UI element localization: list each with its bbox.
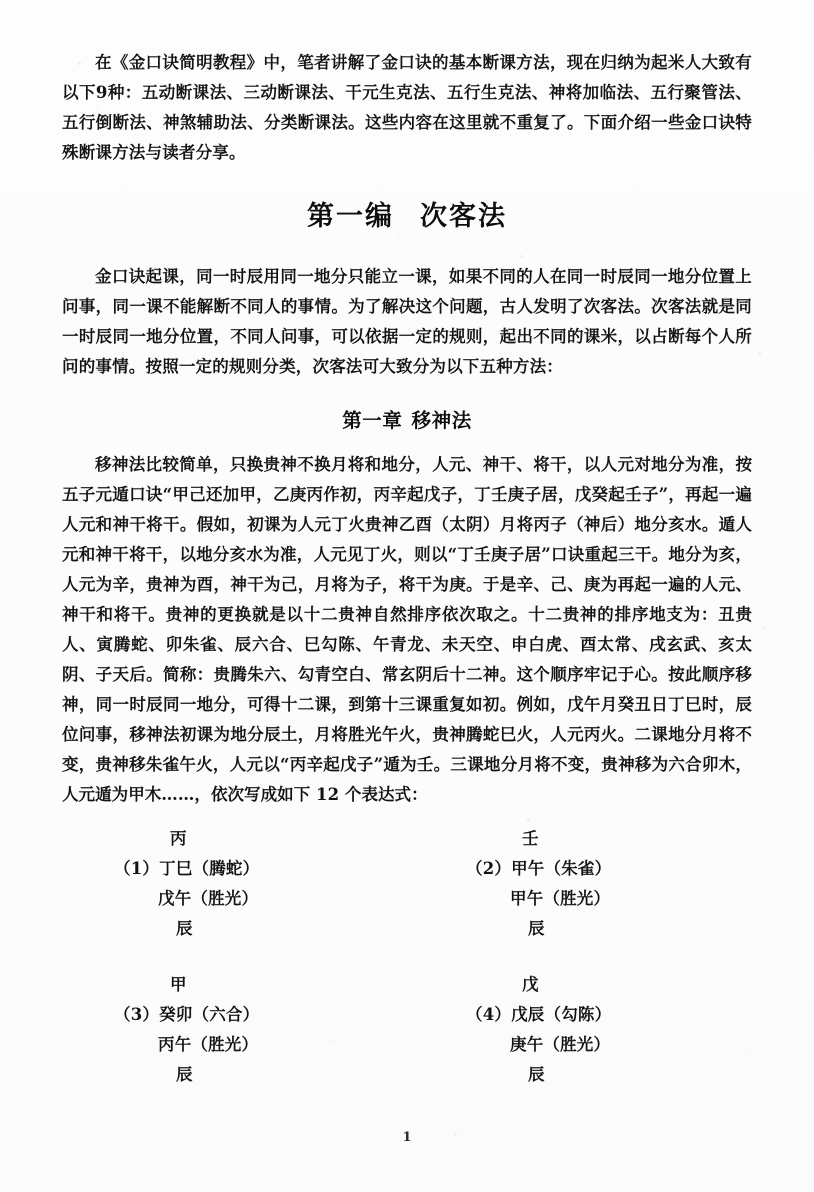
formula-bottom-branch: 辰 bbox=[176, 1065, 193, 1084]
formula-second-line: 甲午（胜光） bbox=[510, 889, 611, 908]
formula-second-line: 戊午（胜光） bbox=[158, 889, 259, 908]
part-heading-label: 第一编 bbox=[307, 201, 394, 232]
formula-middle-text: 甲午（朱雀） bbox=[511, 859, 612, 878]
formula-middle-line bbox=[114, 854, 400, 884]
formula-middle-text: 戊辰（勾陈） bbox=[511, 1005, 612, 1024]
formula-item-3 bbox=[62, 970, 400, 1090]
formula-list bbox=[62, 824, 752, 1090]
formula-middle-line bbox=[466, 1000, 752, 1030]
chapter-heading-title: 移神法 bbox=[411, 409, 472, 432]
formula-middle-text: 丁巳（腾蛇） bbox=[159, 859, 260, 878]
formula-index: （4） bbox=[466, 1005, 512, 1024]
formula-index: （3） bbox=[114, 1005, 160, 1024]
formula-row bbox=[62, 824, 752, 944]
chapter-paragraph: 移神法比较简单，只换贵神不换月将和地分，人元、神干、将干，以人元对地分为准，按五子元遁口诀“甲己还加甲，乙庚丙作初，丙辛起戊子，丁壬庚子居，戊癸起壬子”，再起一遍人元和神干将干。假如，初课为人元丁火贵神乙酉（太阴）月将丙子（神后）地分亥水。遁人元和神干将干，以地分亥水为准，人元见丁火，则以“丁壬庚子居”口诀重起三干。地分为亥，人元为辛，贵神为酉，神干为己，月将为子，将干为庚。于是辛、己、庚为再起一遍的人元、神干和将干。贵神的更换就是以十二贵神自然排序依次取之。十二贵神的排序地支为：丑贵人、寅腾蛇、卯朱雀、辰六合、巳勾陈、午青龙、未天空、申白虎、酉太常、戌玄武、亥太阴、子天后。简称：贵腾朱六、勾青空白、常玄阴后十二神。这个顺序牢记于心。按此顺序移神，同一时辰同一地分，可得十二课，到第十三课重复如初。例如，戊午月癸丑日丁巳时，辰位问事，移神法初课为地分辰土，月将胜光午火，贵神腾蛇巳火，人元丙火。二课地分月将不变，贵神移朱雀午火，人元以“丙辛起戊子”遁为壬。三课地分月将不变，贵神移为六合卯木，人元遁为甲木……，依次写成如下 12 个表达式： bbox=[62, 455, 752, 804]
part-heading-title: 次客法 bbox=[420, 201, 507, 232]
chapter-heading-label: 第一章 bbox=[342, 409, 403, 432]
scan-speck bbox=[758, 352, 761, 355]
formula-second-line: 丙午（胜光） bbox=[158, 1035, 259, 1054]
formula-bottom-branch: 辰 bbox=[528, 1065, 545, 1084]
chapter-heading bbox=[62, 406, 752, 436]
formula-top-stem: 壬 bbox=[522, 829, 539, 848]
formula-bottom-branch: 辰 bbox=[176, 919, 193, 938]
formula-item-2 bbox=[400, 824, 752, 944]
page-number: 1 bbox=[402, 1130, 412, 1145]
formula-row bbox=[62, 970, 752, 1090]
intro-paragraph: 在《金口诀简明教程》中，笔者讲解了金口诀的基本断课方法，现在归纳为起米人大致有以下9种：五动断课法、三动断课法、干元生克法、五行生克法、神将加临法、五行聚管法、五行倒断法、神煞辅助法、分类断课法。这些内容在这里就不重复了。下面介绍一些金口诀特殊断课方法与读者分享。 bbox=[62, 53, 752, 162]
formula-index: （1） bbox=[114, 859, 160, 878]
formula-item-1 bbox=[62, 824, 400, 944]
formula-top-stem: 甲 bbox=[170, 975, 187, 994]
formula-second-line: 庚午（胜光） bbox=[510, 1035, 611, 1054]
formula-middle-line bbox=[114, 1000, 400, 1030]
formula-top-stem: 丙 bbox=[170, 829, 187, 848]
formula-middle-line bbox=[466, 854, 752, 884]
part-intro-paragraph: 金口诀起课，同一时辰用同一地分只能立一课，如果不同的人在同一时辰同一地分位置上问事，同一课不能解断不同人的事情。为了解决这个问题，古人发明了次客法。次客法就是同一时辰同一地分位置，不同人问事，可以依据一定的规则，起出不同的课米，以占断每个人所问的事情。按照一定的规则分类，次客法可大致分为以下五种方法： bbox=[62, 267, 752, 376]
formula-top-stem: 戊 bbox=[522, 975, 539, 994]
formula-middle-text: 癸卯（六合） bbox=[159, 1005, 260, 1024]
scan-speck bbox=[762, 626, 765, 629]
part-heading bbox=[62, 198, 752, 236]
formula-index: （2） bbox=[466, 859, 512, 878]
formula-item-4 bbox=[400, 970, 752, 1090]
page-content bbox=[62, 48, 752, 1116]
formula-bottom-branch: 辰 bbox=[528, 919, 545, 938]
